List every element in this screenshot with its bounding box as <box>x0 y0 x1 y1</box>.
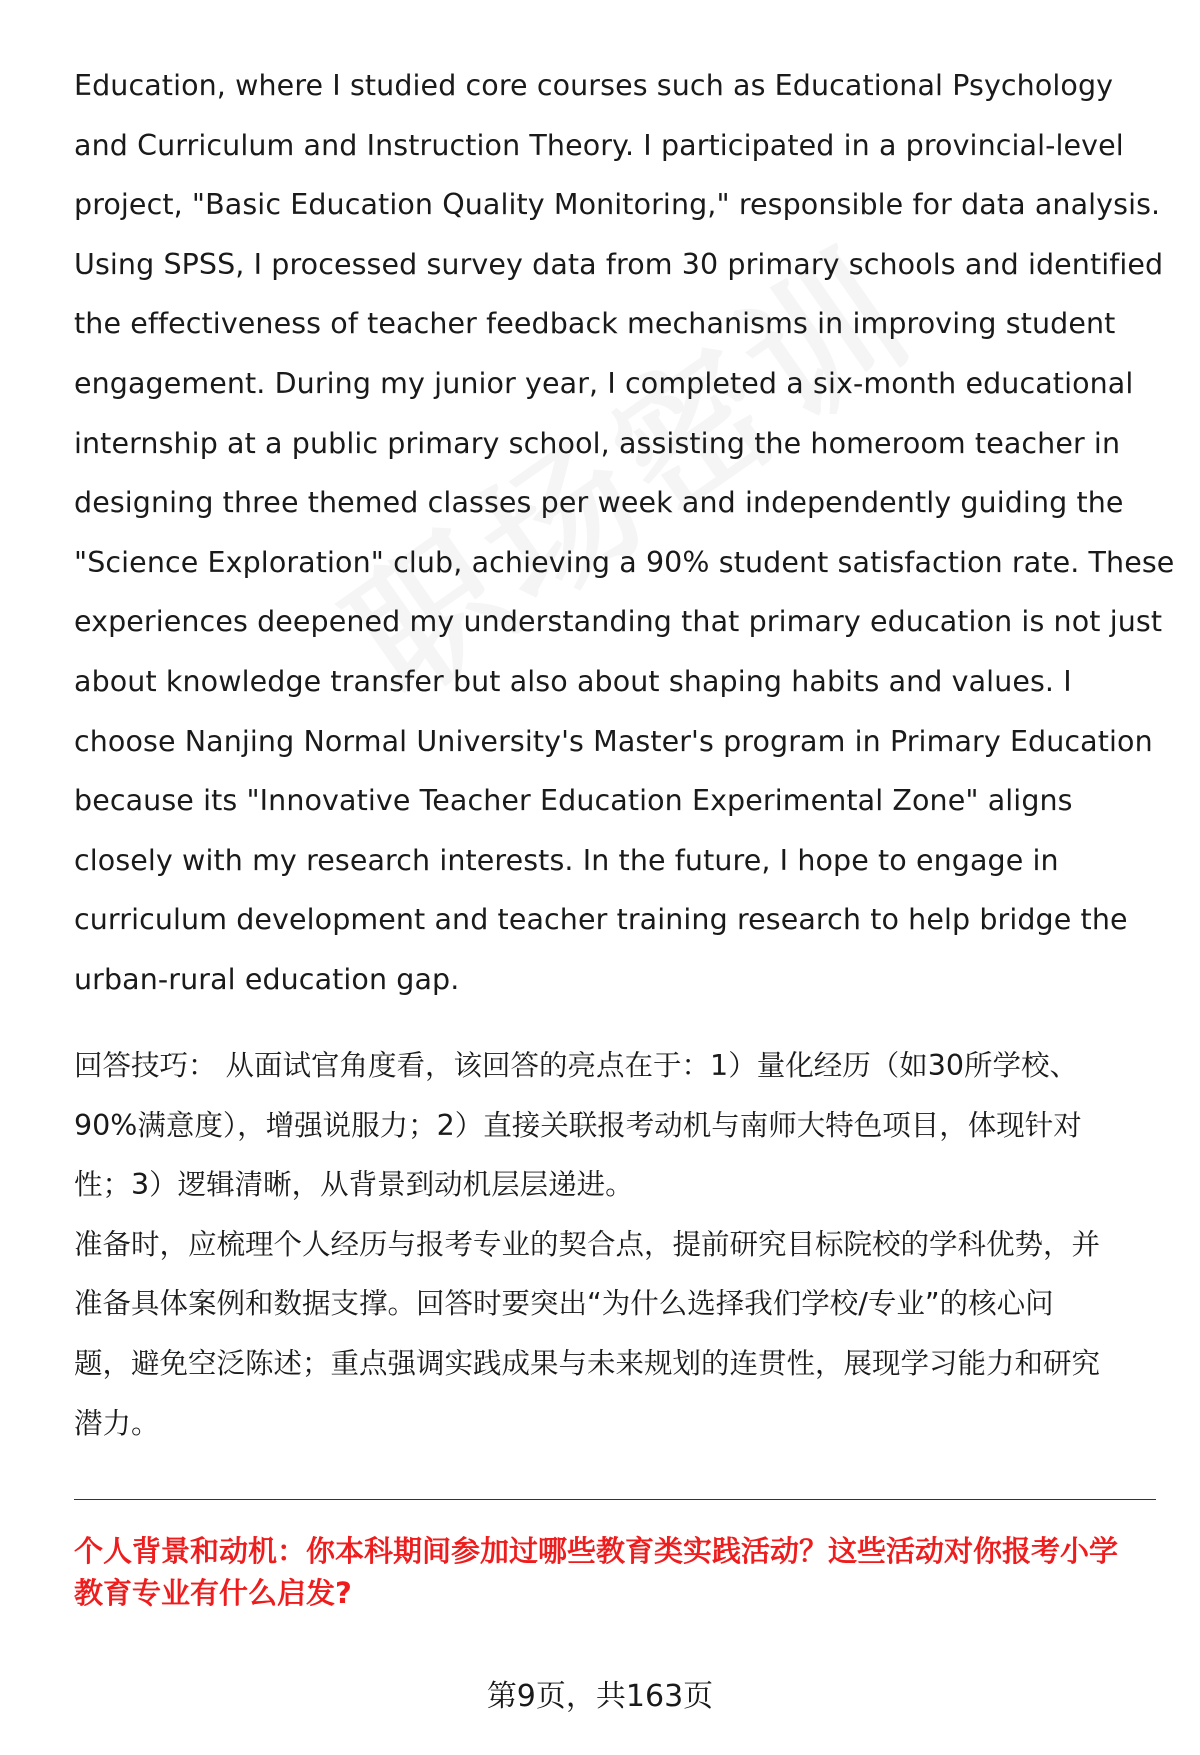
answer-paragraph <box>74 56 1175 1010</box>
answer-line: Using SPSS, I processed survey data from 30 primary schools and identified <box>74 247 1164 281</box>
answer-line: experiences deepened my understanding that primary education is not just <box>74 605 1163 639</box>
answer-line: designing three themed classes per week and independently guiding the <box>74 486 1124 520</box>
answer-line: "Science Exploration" club, achieving a 90% student satisfaction rate. These <box>74 545 1175 579</box>
question-heading <box>74 1530 1156 1614</box>
answer-line: urban-rural education gap. <box>74 962 460 996</box>
answer-line: choose Nanjing Normal University's Master's program in Primary Education <box>74 724 1153 758</box>
answer-line: about knowledge transfer but also about shaping habits and values. I <box>74 664 1072 698</box>
tips-line: 准备具体案例和数据支撑。回答时要突出“为什么选择我们学校/专业”的核心问 <box>74 1287 1054 1321</box>
answer-line: engagement. During my junior year, I completed a six-month educational <box>74 366 1134 400</box>
question-line: 教育专业有什么启发? <box>74 1576 352 1610</box>
answer-line: the effectiveness of teacher feedback mechanisms in improving student <box>74 307 1116 341</box>
page-number: 第9页，共163页 <box>486 1679 714 1714</box>
answer-line: curriculum development and teacher training research to help bridge the <box>74 903 1128 937</box>
tips-line: 潜力。 <box>74 1406 160 1440</box>
answer-line: internship at a public primary school, assisting the homeroom teacher in <box>74 426 1121 460</box>
tips-line: 题，避免空泛陈述；重点强调实践成果与未来规划的连贯性，展现学习能力和研究 <box>74 1346 1101 1380</box>
answer-tips <box>74 1036 1154 1453</box>
answer-line: and Curriculum and Instruction Theory. I participated in a provincial-level <box>74 128 1124 162</box>
answer-line: because its "Innovative Teacher Education Experimental Zone" aligns <box>74 784 1073 818</box>
tips-line: 性；3）逻辑清晰，从背景到动机层层递进。 <box>74 1168 634 1202</box>
answer-line: project, "Basic Education Quality Monitoring," responsible for data analysis. <box>74 188 1161 222</box>
answer-line: Education, where I studied core courses such as Educational Psychology <box>74 69 1114 102</box>
tips-line: 回答技巧： 从面试官角度看，该回答的亮点在于：1）量化经历（如30所学校、 <box>74 1049 1078 1082</box>
answer-line: closely with my research interests. In the future, I hope to engage in <box>74 843 1059 877</box>
question-line: 个人背景和动机：你本科期间参加过哪些教育类实践活动？这些活动对你报考小学 <box>74 1534 1119 1568</box>
tips-line: 90%满意度），增强说服力；2）直接关联报考动机与南师大特色项目，体现针对 <box>74 1108 1082 1142</box>
section-divider <box>74 1499 1156 1500</box>
tips-line: 准备时，应梳理个人经历与报考专业的契合点，提前研究目标院校的学科优势，并 <box>74 1227 1101 1261</box>
